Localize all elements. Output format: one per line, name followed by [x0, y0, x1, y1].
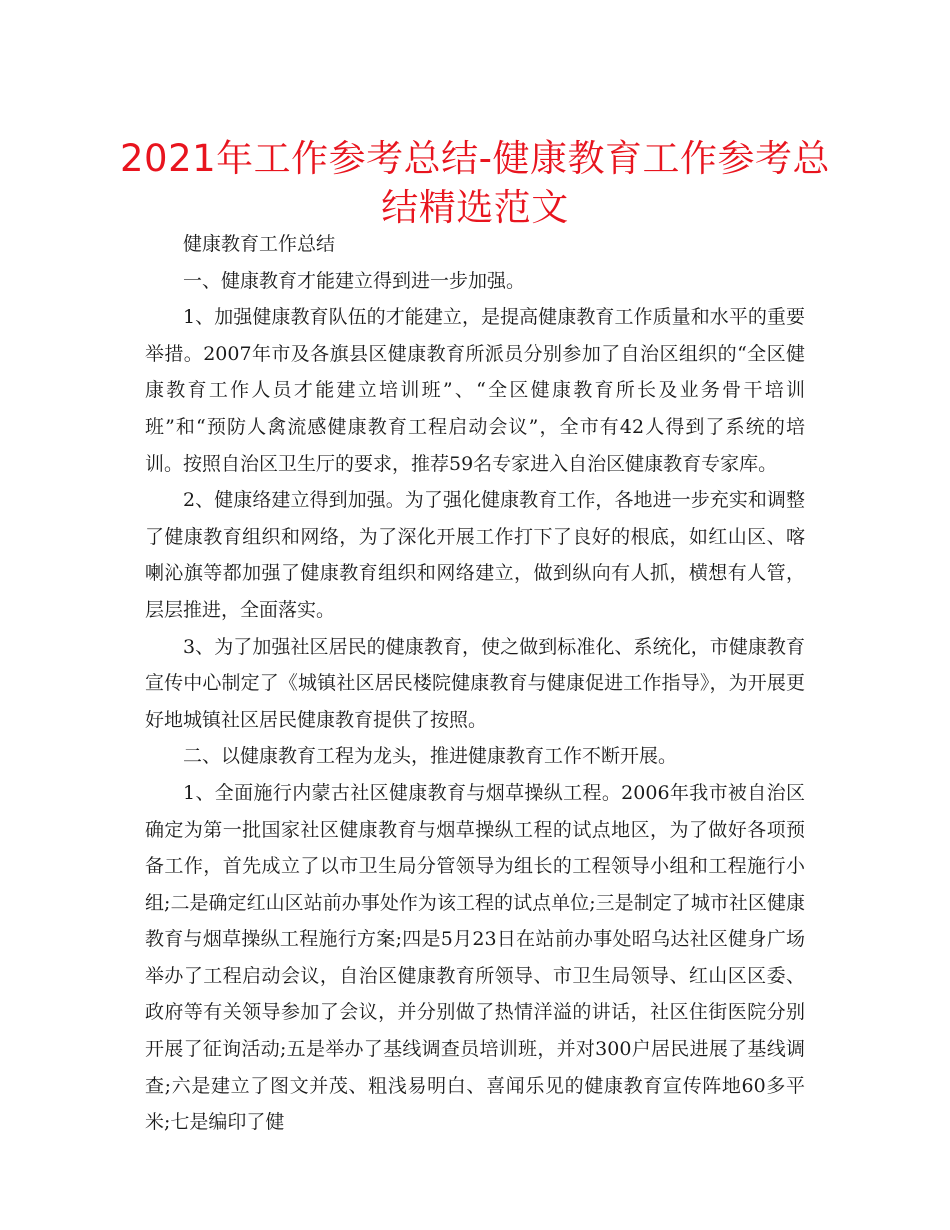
- paragraph: 2、健康络建立得到加强。为了强化健康教育工作，各地进一步充实和调整了健康教育组织和网络，为了深化开展工作打下了良好的根底，如红山区、喀喇沁旗等都加强了健康教育组织和网络建立，做到纵向有人抓，横想有人管，层层推进，全面落实。: [145, 489, 805, 621]
- section-heading: 一、健康教育才能建立得到进一步加强。: [183, 269, 526, 292]
- section-heading: 健康教育工作总结: [183, 233, 336, 255]
- document-title: 2021年工作参考总结-健康教育工作参考总结精选范文: [120, 137, 831, 229]
- document-body: [145, 226, 805, 1141]
- paragraph: 3、为了加强社区居民的健康教育，使之做到标准化、系统化，市健康教育宣传中心制定了《城镇社区居民楼院健康教育与健康促进工作指导》，为开展更好地城镇社区居民健康教育提供了按照。: [145, 635, 805, 731]
- paragraph: 1、全面施行内蒙古社区健康教育与烟草操纵工程。2006年我市被自治区确定为第一批国家社区健康教育与烟草操纵工程的试点地区，为了做好各项预备工作，首先成立了以市卫生局分管领导为组长的工程领导小组和工程施行小组;二是确定红山区站前办事处作为该工程的试点单位;三是制定了城市社区健康教育与烟草操纵工程施行方案;四是5月23日在站前办事处昭乌达社区健身广场举办了工程启动会议，自治区健康教育所领导、市卫生局领导、红山区区委、政府等有关领导参加了会议，并分别做了热情洋溢的讲话，社区住街医院分别开展了征询活动;五是举办了基线调查员培训班，并对300户居民进展了基线调查;六是建立了图文并茂、粗浅易明白、喜闻乐见的健康教育宣传阵地60多平米;七是编印了健: [145, 781, 805, 1134]
- paragraph: 1、加强健康教育队伍的才能建立，是提高健康教育工作质量和水平的重要举措。2007年市及各旗县区健康教育所派员分别参加了自治区组织的“全区健康教育工作人员才能建立培训班”、“全区健康教育所长及业务骨干培训班”和“预防人禽流感健康教育工程启动会议”，全市有42人得到了系统的培训。按照自治区卫生厅的要求，推荐59名专家进入自治区健康教育专家库。: [145, 306, 805, 475]
- section-heading: 二、以健康教育工程为龙头，推进健康教育工作不断开展。: [183, 745, 678, 768]
